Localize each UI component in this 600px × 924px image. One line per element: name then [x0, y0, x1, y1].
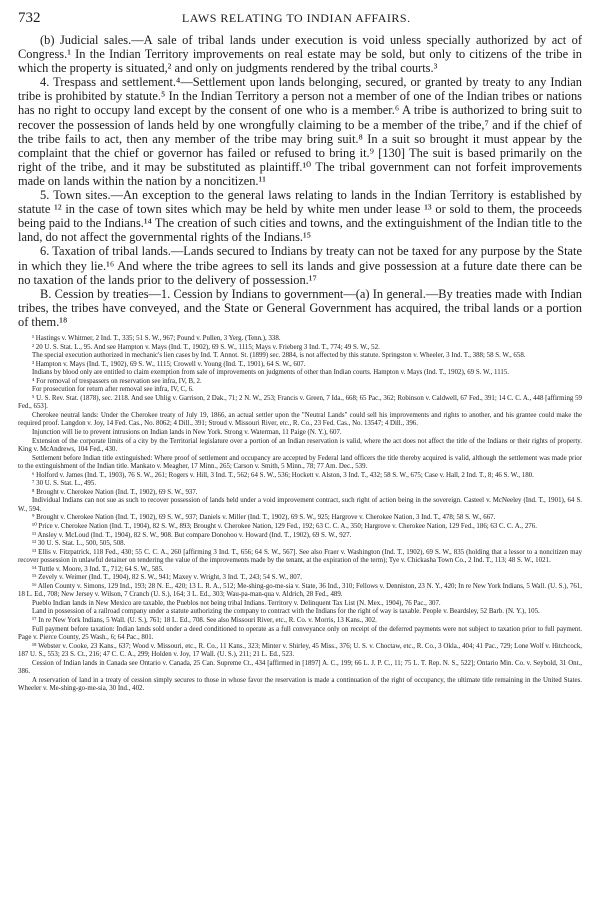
footnote: Individual Indians can not sue as such to recover possession of lands held under a void improvement contract, such right of action being in the sovereign. Casteel v. McNeeley (Ind. T., 1901), 64 S. W., 594. — [18, 497, 582, 513]
footnote: The special execution authorized in mechanic's lien cases by Ind. T. Annot. St. (1899) sec. 2884, is not affected by this statute. Springston v. Wheeler, 3 Ind. T., 388; 58 S. W., 658. — [32, 352, 526, 360]
footnote: ¹¹ Ansley v. McLoud (Ind. T., 1904), 82 S. W., 908. But compare Donohoo v. Howard (Ind. T., 1902), 69 S. W., 927. — [32, 531, 352, 539]
footnote: ⁵ U. S. Rev. Stat. (1878), sec. 2118. And see Uhlig v. Garrison, 2 Dak., 71; 2 N. W., 253; Francis v. Green, 7 Ida., 668; 65 Pac., 362; Robinson v. Caldwell, 67 Fed., 391; 14 C. C. A., 448 [affirming 59 Fed., 653]. — [18, 394, 582, 411]
footnote: Indians by blood only are entitled to claim exemption from sale of improvements on judgments of other than Indian courts. Hampton v. Mays (Ind. T., 1902), 69 S. W., 1115. — [32, 369, 510, 377]
footnote: Extension of the corporate limits of a city by the Territorial legislature over a portion of an Indian reservation is valid, where the act does not affect the title of the Indians or their rights of property. King v. McAndrews, 104 Fed., 430. — [18, 437, 582, 454]
running-title: LAWS RELATING TO INDIAN AFFAIRS. — [181, 11, 411, 25]
footnote: Cession of Indian lands in Canada see Ontario v. Canada, 25 Can. Supreme Ct., 434 [affirmed in [1897] A. C., 199; 66 L. J. P. C., 11; 75 L. T. Rep. N. S., 522]; Ontario Min. Co. v. Seybold, 31 Ont., 386. — [18, 659, 582, 676]
footnote: Land in possession of a railroad company under a statute authorizing the company to contract with the Indians for the right of way is taxable. People v. Beardsley, 52 Barb. (N. Y.), 105. — [32, 608, 540, 616]
footnote: Injunction will lie to prevent intrusions on Indian lands in New York. Strong v. Waterman, 11 Paige (N. Y.), 607. — [32, 428, 342, 436]
footnote: ¹² 30 U. S. Stat. L., 500, 505, 508. — [32, 540, 126, 548]
footnote: Cherokee neutral lands: Under the Cherokee treaty of July 19, 1866, an actual settler upon the "Neutral Lands" could sell his improvements and rights to another, and his grantee could make the required proof. Langdon v. Joy, 14 Fed. Cas., No. 8062; 4 Dill., 391; Stroud v. Missouri River, etc., R. Co., 23 Fed. Cas., No. 13547; 4 Dill., 396. — [18, 411, 582, 428]
footnote: ⁴ For removal of trespassers on reservation see infra, IV, B, 2. — [32, 377, 202, 385]
footnote: ⁸ Brought v. Cherokee Nation (Ind. T., 1902), 69 S. W., 937. — [32, 488, 198, 496]
footnote: Full payment before taxation: Indian lands sold under a deed conditioned to operate as a full conveyance only on receipt of the deferred payments were not subject to taxation prior to full payment. Page v. Pierce County, 25 Wash., 6; 64 Pac., 801. — [18, 625, 582, 642]
footnote: ¹⁷ In re New York Indians, 5 Wall. (U. S.), 761; 18 L. Ed., 708. See also Missouri River, etc., R. Co. v. Morris, 13 Kans., 302. — [32, 617, 377, 625]
footnote: ³ Hampton v. Mays (Ind. T., 1902), 69 S. W., 1115; Crowell v. Young (Ind. T., 1901), 64 S. W., 607. — [32, 360, 306, 368]
footnote: A reservation of land in a treaty of cession simply secures to those in whose favor the reservation is made a continuation of the right of occupancy, the ultimate title remaining in the United States. Wheeler v. Me-shing-go-me-sia, 30 Ind., 402. — [18, 676, 582, 693]
page-number: 732 — [18, 10, 41, 26]
footnote: ¹⁴ Tuttle v. Moore, 3 Ind. T., 712; 64 S. W., 585. — [32, 565, 164, 573]
footnote: ¹⁶ Allen County v. Simons, 129 Ind., 193; 28 N. E., 420; 13 L. R. A., 512; Me-shing-go-me-sia v. State, 36 Ind., 310; Fellows v. Denniston, 23 N. Y., 420; In re New York Indians, 5 Wall. (U. S.), 761, 18 L. Ed., 708; New Jersey v. Wilson, 7 Cranch (U. S.), 164; 3 L. Ed., 303; Wau-pa-man-qua v. Aldrich, 28 Fed., 489. — [18, 582, 582, 599]
footnote: ⁹ Brought v. Cherokee Nation (Ind. T., 1902), 69 S. W., 937; Daniels v. Miller (Ind. T., 1902), 69 S. W., 925; Hargrove v. Cherokee Nation, 3 Ind. T., 478; 58 S. W., 667. — [32, 514, 496, 522]
paragraph-taxation: 6. Taxation of tribal lands.—Lands secured to Indians by treaty can not be taxed for any purpose by the State in which they lie.¹⁶ And where the tribe agrees to sell its lands and give possession at a future date there can be no taxation of the lands prior to the delivery of possession.¹⁷ — [18, 244, 582, 287]
page-header — [18, 10, 582, 27]
footnote: ¹ Hastings v. Whitmer, 2 Ind. T., 335; 51 S. W., 967; Pound v. Pullen, 3 Yerg. (Tenn.), 338. — [32, 334, 281, 342]
main-text — [18, 33, 582, 329]
footnote: Pueblo Indian lands in New Mexico are taxable, the Pueblos not being tribal Indians. Territory v. Delinquent Tax List (N. Mex., 1904), 76 Pac., 307. — [32, 599, 441, 607]
footnote: ¹⁰ Price v. Cherokee Nation (Ind. T., 1904), 82 S. W., 893; Brought v. Cherokee Nation, 129 Fed., 192; 63 C. C. A., 350; Hargrove v. Cherokee Nation, 129 Fed., 186; 63 C. C. A., 276. — [32, 523, 537, 530]
footnote: ¹⁸ Webster v. Cooke, 23 Kans., 637; Wood v. Missouri, etc., R. Co., 11 Kans., 323; Minter v. Shirley, 45 Miss., 376; U. S. v. Choctaw, etc., R. Co., 3 Okla., 404; 41 Pac., 729; Lone Wolf v. Hitchcock, 187 U. S., 553; 23 S. Ct., 216; 47 C. C. A., 299; Holden v. Joy, 17 Wall. (U. S.), 211; 21 L. Ed., 523. — [18, 642, 582, 659]
paragraph-judicial-sales: (b) Judicial sales.—A sale of tribal lands under execution is void unless specially authorized by act of Congress.¹ In the Indian Territory improvements on real estate may be sold, but only to citizens of the tribe in which the property is situated,² and only on judgments rendered by the tribal courts.³ — [18, 33, 582, 76]
footnote: ⁶ Holford v. James (Ind. T., 1903), 76 S. W., 261; Rogers v. Hill, 3 Ind. T., 562; 64 S. W., 536; Hockett v. Alston, 3 Ind. T., 432; 58 S. W., 675; Case v. Hall, 2 Ind. T., 8; 46 S. W., 180. — [32, 471, 534, 479]
footnote: For prosecution for return after removal see infra, IV, C, 6. — [32, 386, 194, 394]
footnote: ⁷ 30 U. S. Stat. L., 495. — [32, 480, 97, 488]
paragraph-trespass-settlement: 4. Trespass and settlement.⁴—Settlement upon lands belonging, secured, or granted by treaty to any Indian tribe is prohibited by statute.⁵ In the Indian Territory a person not a member of one of the Indian tribes or nations has no right to occupy land except by the consent of one who is a member.⁶ A tribe is authorized to bring suit to recover the possession of lands held by one wrongfully claiming to be a member of the tribe,⁷ and if the chief of the tribe fails to act, then any member of the tribe may bring suit.⁸ In a suit so brought it must appear by the complaint that the chief or governor has failed or refused to bring it.⁹ [130] The suit is based primarily on the right of the tribe, and it may be substituted as plaintiff.¹⁰ The tribal government can not forfeit improvements made on lands within the nation by a noncitizen.¹¹ — [18, 75, 582, 188]
footnotes — [18, 335, 582, 694]
footnote: ¹³ Ellis v. Fitzpatrick, 118 Fed., 430; 55 C. C. A., 260 [affirming 3 Ind. T., 656; 64 S. W., 567]. See also Fraer v. Washington (Ind. T., 1902), 69 S. W., 835 (holding that a lessor to a noncitizen may recover possession in unlawful detainer on tendering the value of the improvements made by the tenant, at the expiration of the term); Tye v. Chickasha Town Co., 2 Ind. T., 113; 48 S. W., 1021. — [18, 548, 582, 565]
footnote: ¹⁵ Zevely v. Weimer (Ind. T., 1904), 82 S. W., 941; Maxey v. Wright, 3 Ind. T., 243; 54 S. W., 807. — [32, 574, 302, 582]
footnote: Settlement before Indian title extinguished: Where proof of settlement and occupancy are accepted by Federal land officers the title thereby acquired is valid, although the settlement was made prior to the extinguishment of the Indian title. Mankato v. Meagher, 17 Minn., 265; Carson v. Smith, 5 Minn., 78; 77 Am. Dec., 539. — [18, 454, 582, 471]
footnote: ² 20 U. S. Stat. L., 95. And see Hampton v. Mays (Ind. T., 1902), 69 S. W., 1115; Mays v. Frieberg 3 Ind. T., 774; 49 S. W., 52. — [32, 343, 380, 351]
paragraph-cession: B. Cession by treaties—1. Cession by Indians to government—(a) In general.—By treaties made with Indian tribes, the tribes have conveyed, and the State or General Government has acquired, the tribal lands or a portion of them.¹⁸ — [18, 286, 582, 329]
paragraph-town-sites: 5. Town sites.—An exception to the general laws relating to lands in the Indian Territory is established by statute ¹² in the case of town sites which may be held by white men under lease ¹³ or sold to them, the proceeds being paid to the Indians.¹⁴ The creation of such cities and towns, and the extinguishment of the Indian title to the land, do not affect the governmental rights of the Indians.¹⁵ — [18, 188, 582, 245]
